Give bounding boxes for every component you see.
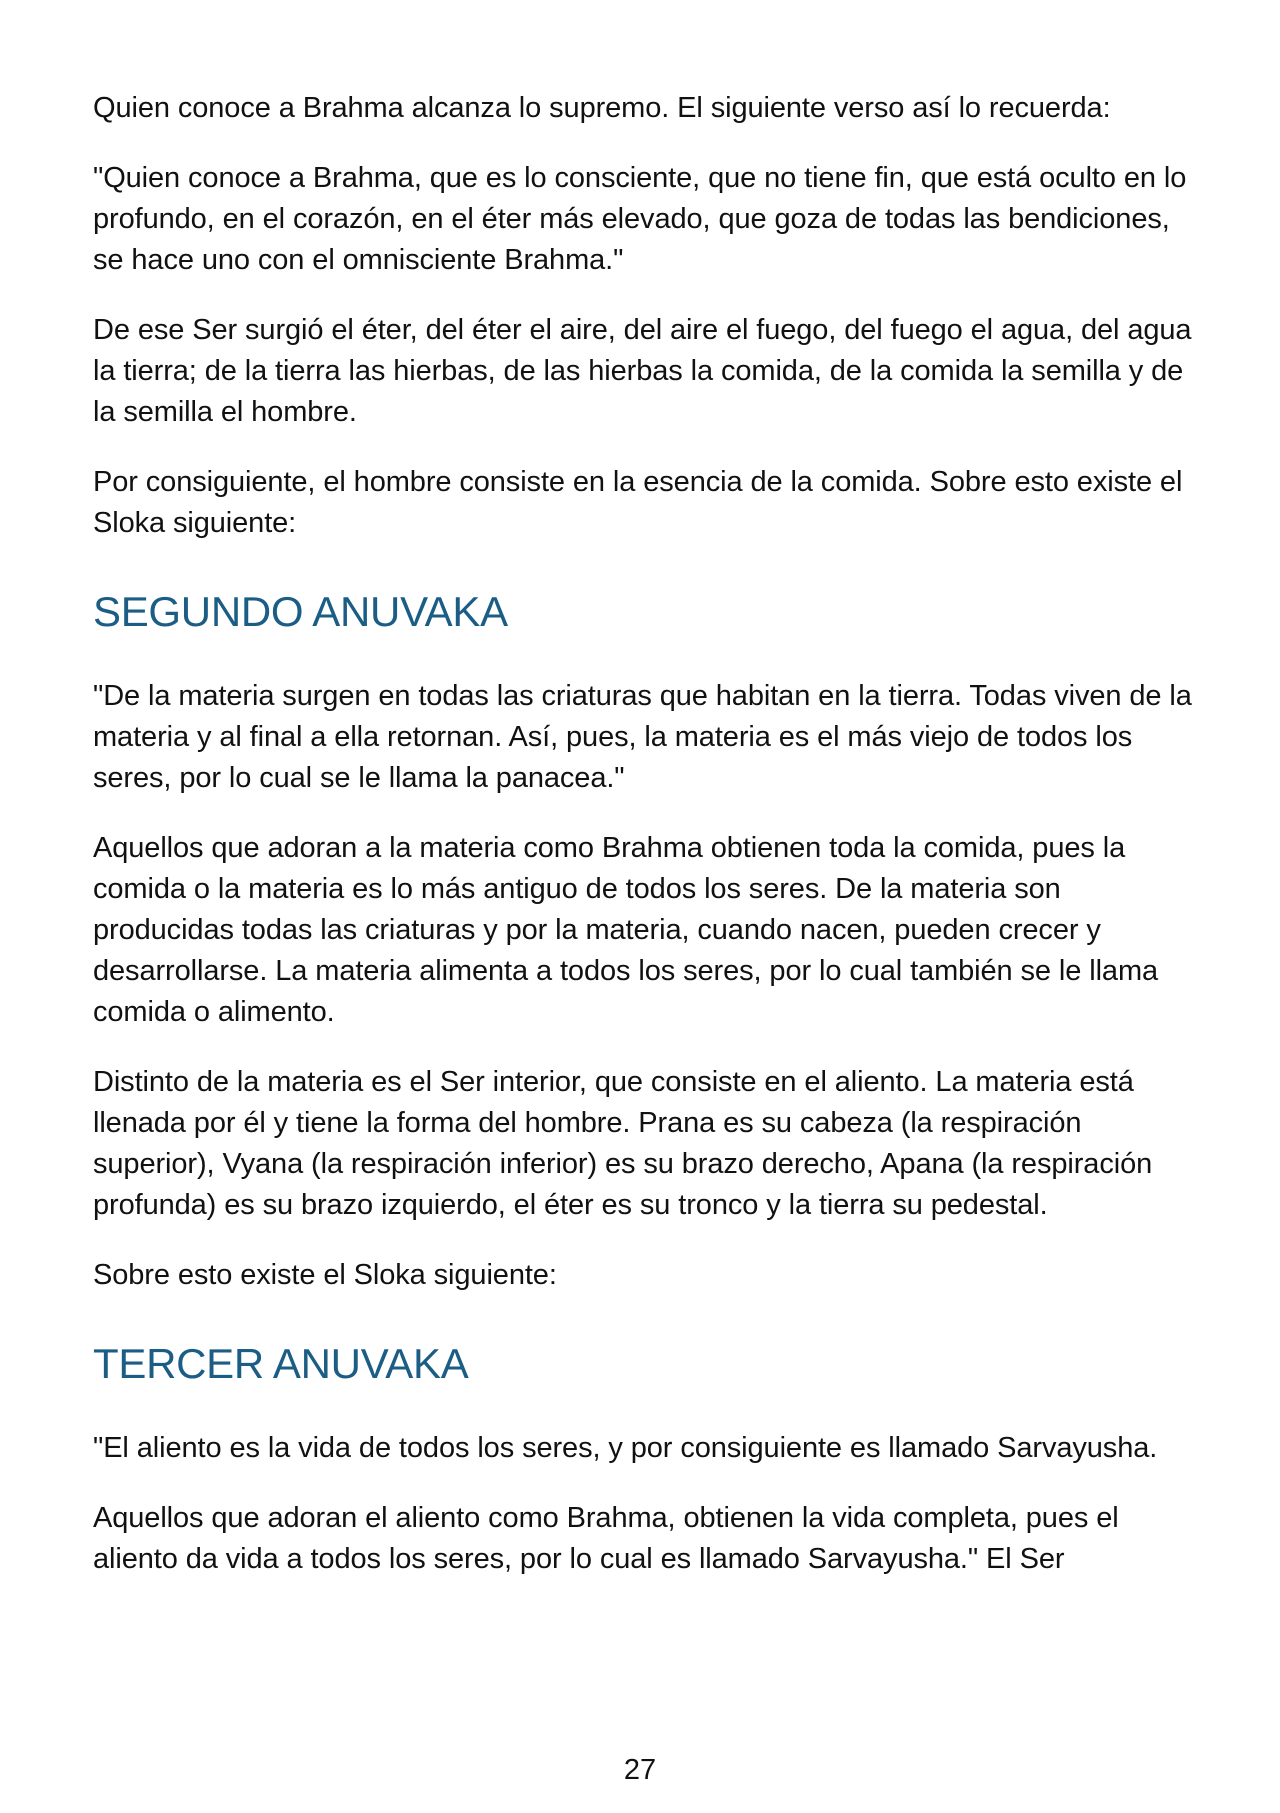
section-heading-tercer-anuvaka: TERCER ANUVAKA (93, 1340, 469, 1387)
document-page (93, 88, 1203, 1609)
section-heading-segundo-anuvaka: SEGUNDO ANUVAKA (93, 588, 508, 635)
paragraph: "Quien conoce a Brahma, que es lo consciente, que no tiene fin, que está oculto en lo profundo, en el corazón, en el éter más elevado, que goza de todas las bendiciones, se hace uno con el omnisciente Brahma." (93, 162, 1187, 276)
paragraph: "El aliento es la vida de todos los seres, y por consiguiente es llamado Sarvayusha. (93, 1432, 1158, 1464)
paragraph: Sobre esto existe el Sloka siguiente: (93, 1259, 557, 1291)
paragraph: Aquellos que adoran a la materia como Brahma obtienen toda la comida, pues la comida o la materia es lo más antiguo de todos los seres. De la materia son producidas todas las criaturas y por la materia, cuando nacen, pueden crecer y desarrollarse. La materia alimenta a todos los seres, por lo cual también se le llama comida o alimento. (93, 832, 1159, 1028)
paragraph: Aquellos que adoran el aliento como Brahma, obtienen la vida completa, pues el aliento da vida a todos los seres, por lo cual es llamado Sarvayusha." El Ser (93, 1502, 1119, 1575)
paragraph: "De la materia surgen en todas las criaturas que habitan en la tierra. Todas viven de la materia y al final a ella retornan. Así, pues, la materia es el más viejo de todos los seres, por lo cual se le llama la panacea." (93, 680, 1192, 794)
paragraph: Quien conoce a Brahma alcanza lo supremo. El siguiente verso así lo recuerda: (93, 92, 1111, 124)
page-number: 27 (623, 1754, 657, 1786)
paragraph: Por consiguiente, el hombre consiste en la esencia de la comida. Sobre esto existe el Sloka siguiente: (93, 466, 1183, 539)
paragraph: Distinto de la materia es el Ser interior, que consiste en el aliento. La materia está llenada por él y tiene la forma del hombre. Prana es su cabeza (la respiración superior), Vyana (la respiración inferior) es su brazo derecho, Apana (la respiración profunda) es su brazo izquierdo, el éter es su tronco y la tierra su pedestal. (93, 1066, 1153, 1221)
paragraph: De ese Ser surgió el éter, del éter el aire, del aire el fuego, del fuego el agua, del agua la tierra; de la tierra las hierbas, de las hierbas la comida, de la comida la semilla y de la semilla el hombre. (93, 314, 1192, 428)
